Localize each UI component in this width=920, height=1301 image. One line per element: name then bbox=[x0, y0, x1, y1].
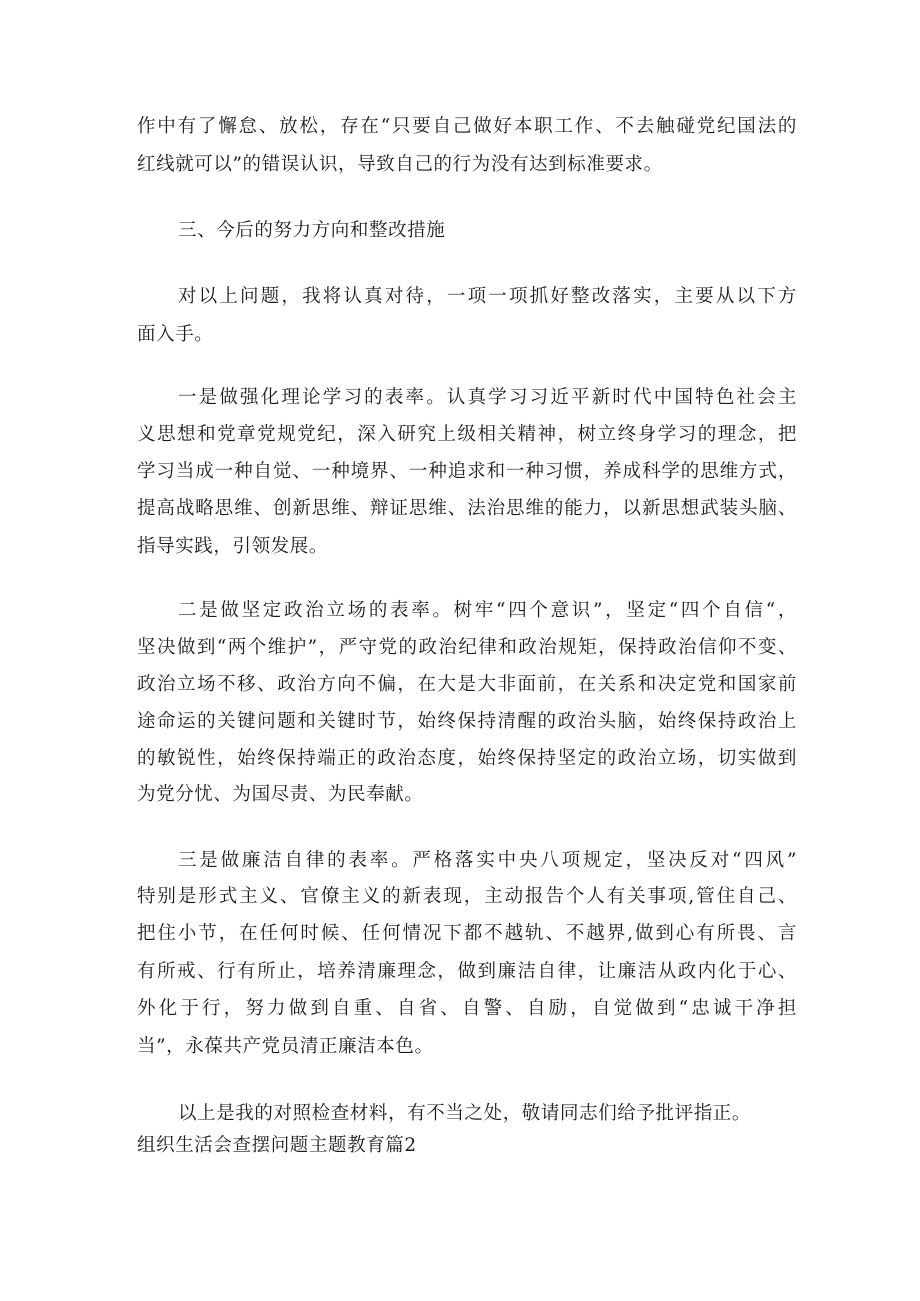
paragraph-4-line-3: 政治立场不移、政治方向不偏，在大是大非面前，在关系和决定党和国家前 bbox=[137, 674, 797, 695]
paragraph-1-line-1: 作中有了懈怠、放松，存在“只要自己做好本职工作、不去触碰党纪国法的 bbox=[137, 116, 797, 137]
paragraph-4-line-4: 途命运的关键问题和关键时节，始终保持清醒的政治头脑，始终保持政治上 bbox=[137, 711, 797, 732]
paragraph-4-line-5: 的敏锐性，始终保持端正的政治态度，始终保持坚定的政治立场，切实做到 bbox=[137, 748, 797, 769]
closing-paragraph: 以上是我的对照检查材料，有不当之处，敬请同志们给予批评指正。 bbox=[178, 1103, 752, 1124]
next-section-title: 组织生活会查摆问题主题教育篇2 bbox=[137, 1135, 417, 1156]
paragraph-5-line-6: 当”，永葆共产党员清正廉洁本色。 bbox=[137, 1036, 434, 1057]
section-heading: 三、今后的努力方向和整改措施 bbox=[178, 220, 446, 241]
paragraph-2-line-1: 对以上问题，我将认真对待，一项一项抓好整改落实，主要从以下方 bbox=[178, 286, 797, 307]
paragraph-1-line-2: 红线就可以”的错误认识，导致自己的行为没有达到标准要求。 bbox=[137, 154, 663, 175]
paragraph-3-line-1: 一是做强化理论学习的表率。认真学习习近平新时代中国特色社会主 bbox=[178, 387, 797, 408]
paragraph-3-line-3: 学习当成一种自觉、一种境界、一种追求和一种习惯，养成科学的思维方式， bbox=[137, 461, 797, 482]
paragraph-4-line-1: 二是做坚定政治立场的表率。树牢“四个意识”，坚定“四个自信“， bbox=[178, 600, 797, 621]
paragraph-4-line-2: 坚决做到“两个维护”，严守党的政治纪律和政治规矩，保持政治信仰不变、 bbox=[137, 637, 797, 658]
paragraph-5-line-1: 三是做廉洁自律的表率。严格落实中央八项规定，坚决反对“四风” bbox=[178, 850, 797, 871]
paragraph-3-line-4: 提高战略思维、创新思维、辩证思维、法治思维的能力，以新思想武装头脑、 bbox=[137, 498, 797, 519]
paragraph-3-line-5: 指导实践，引领发展。 bbox=[137, 536, 329, 557]
paragraph-5-line-5: 外化于行，努力做到自重、自省、自警、自励，自觉做到“忠诚干净担 bbox=[137, 998, 797, 1019]
paragraph-4-line-6: 为党分忧、为国尽责、为民奉献。 bbox=[137, 784, 424, 805]
paragraph-2-line-2: 面入手。 bbox=[137, 324, 214, 345]
paragraph-5-line-2: 特别是形式主义、官僚主义的新表现，主动报告个人有关事项,管住自己、 bbox=[137, 886, 797, 907]
paragraph-3-line-2: 义思想和党章党规党纪，深入研究上级相关精神，树立终身学习的理念，把 bbox=[137, 424, 797, 445]
paragraph-5-line-3: 把住小节，在任何时候、任何情况下都不越轨、不越界,做到心有所畏、言 bbox=[137, 923, 797, 944]
paragraph-5-line-4: 有所戒、行有所止，培养清廉理念，做到廉洁自律，让廉洁从政内化于心、 bbox=[137, 961, 797, 982]
